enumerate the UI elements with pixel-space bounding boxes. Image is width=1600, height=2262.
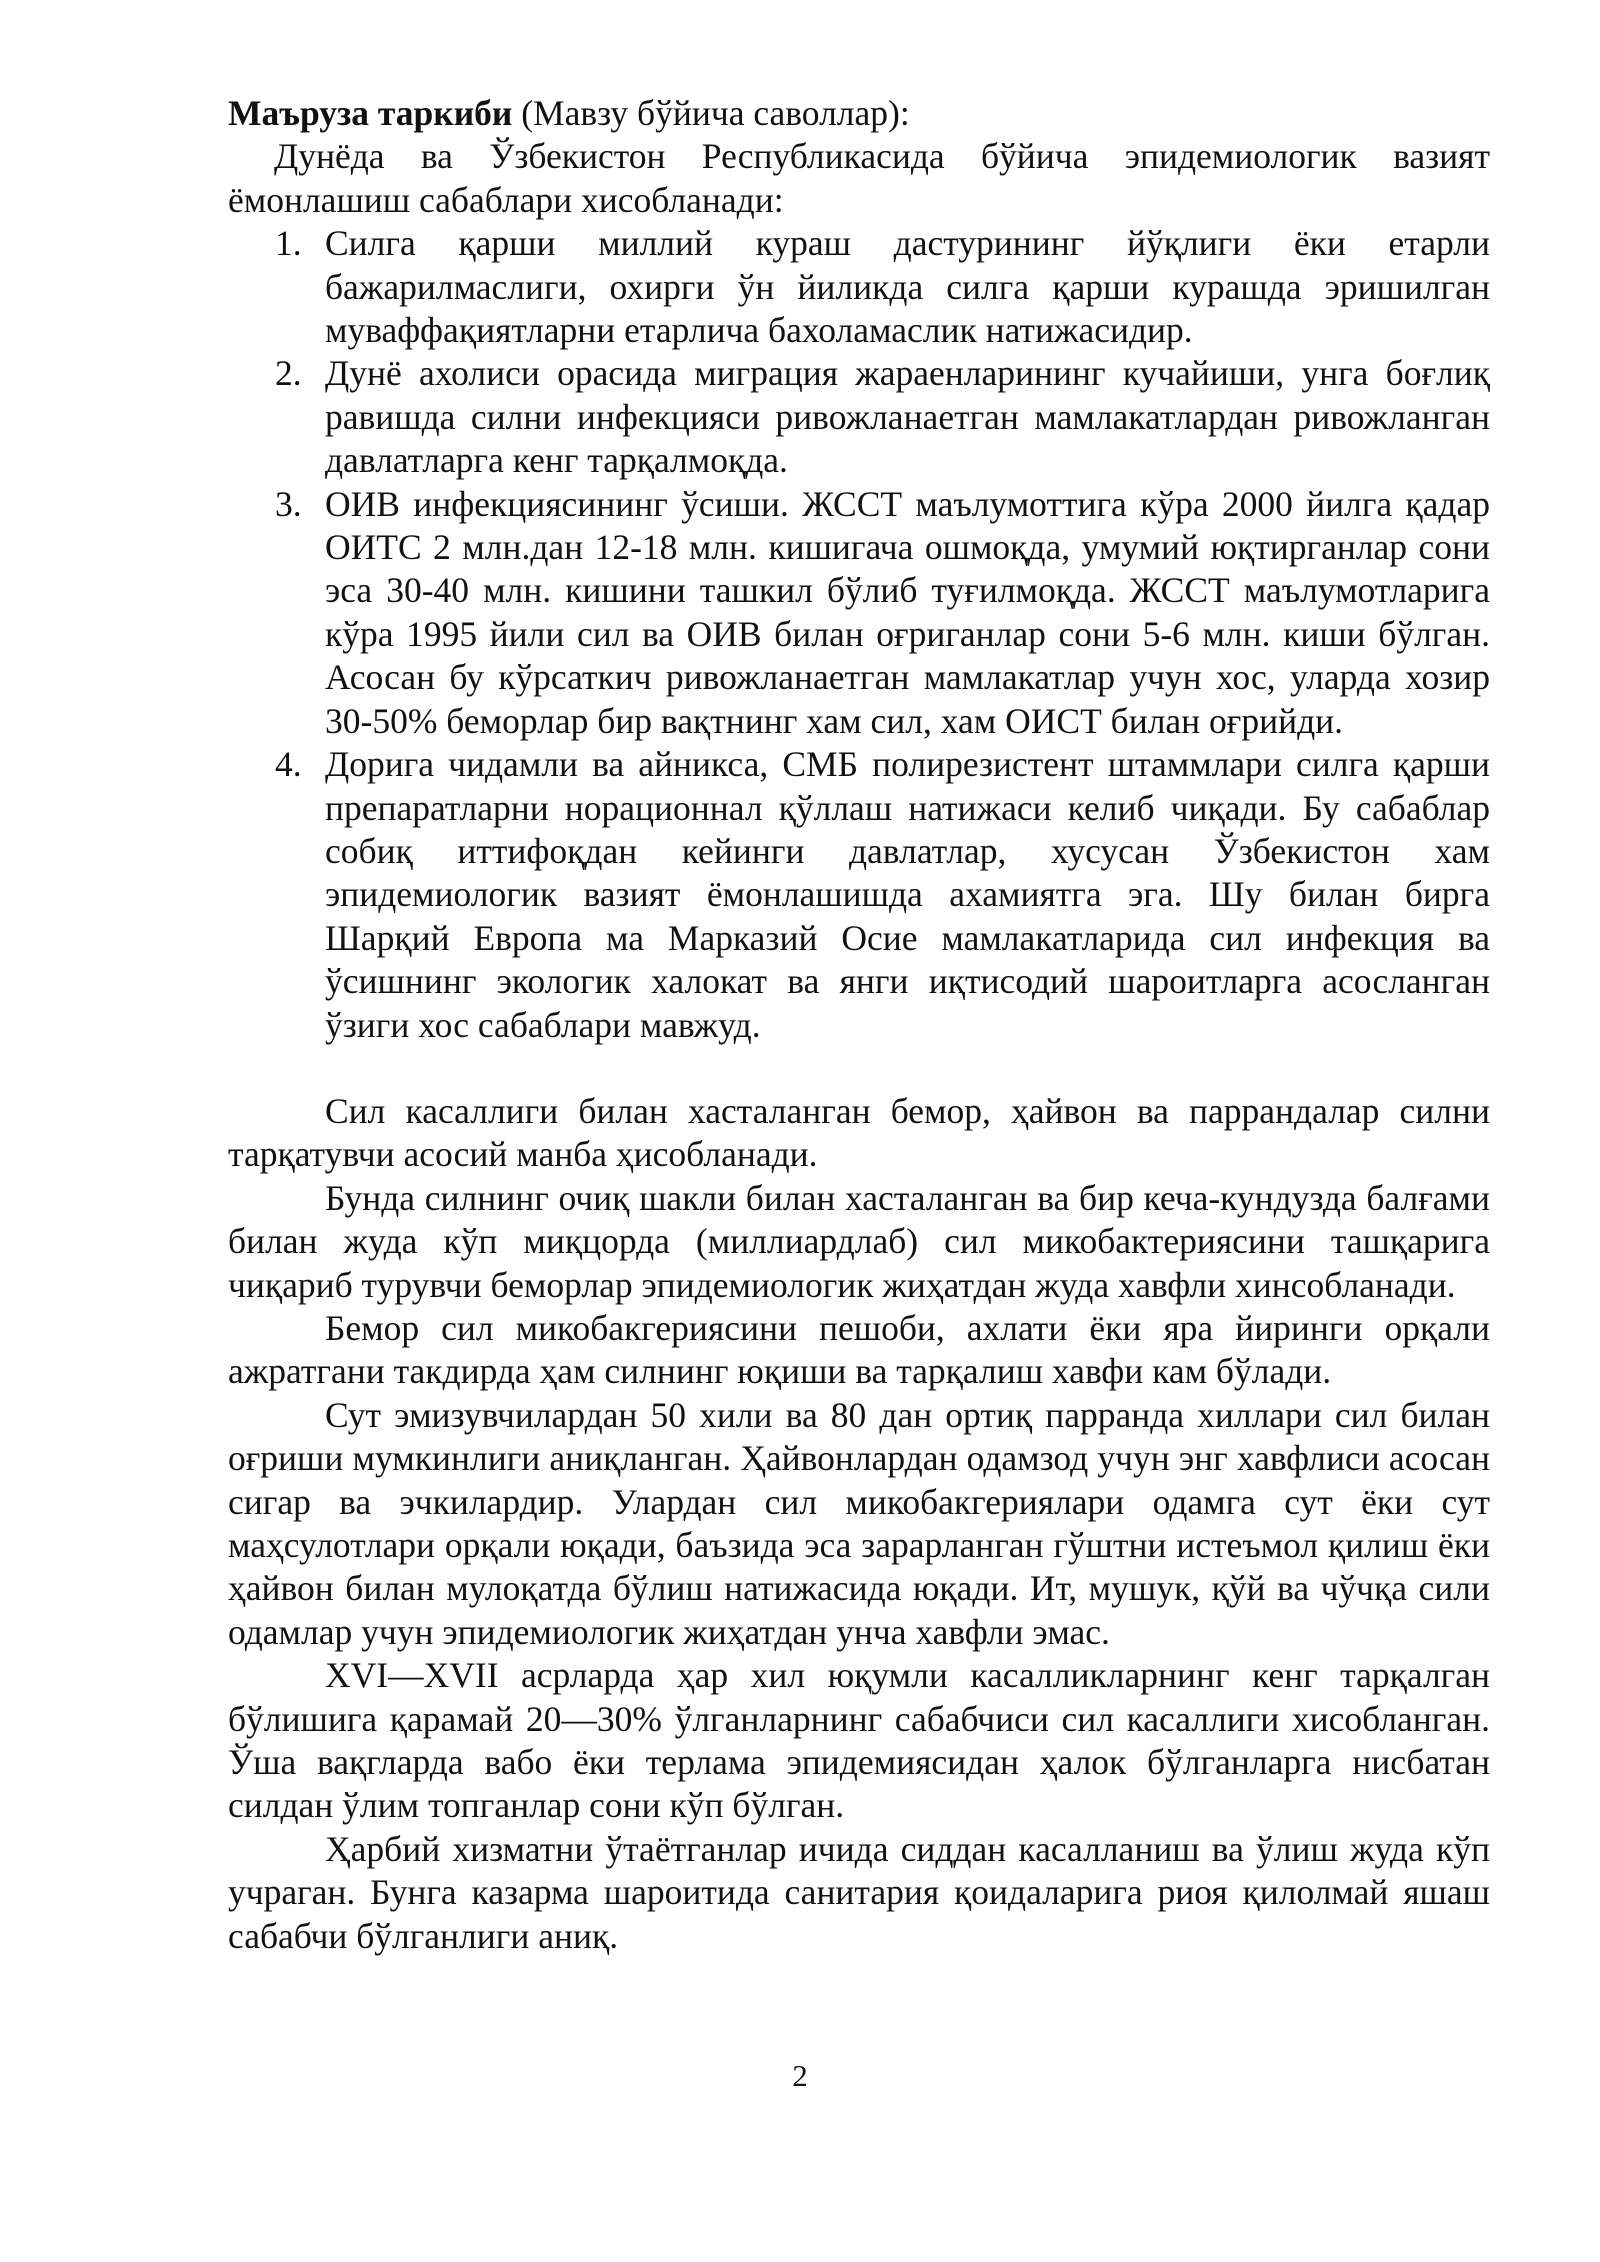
body-paragraph: Сут эмизувчилардан 50 хили ва 80 дан ортиқ парранда хиллари сил билан оғриши мумкинлиги аниқланган. Ҳайвонлардан одамзод учун энг хавфлиси асосан сигар ва эчкилардир. Улардан сил микобакгериялари одамга сут ёки сут маҳсулотлари орқали юқади, баъзида эса зарарланган гўштни истеъмол қилиш ёки ҳайвон билан мулоқатда бўлиш натижасида юқади. Ит, мушук, қўй ва чўчқа сили одамлар учун эпидемиологик жиҳатдан унча хавфли эмас. xyxy=(228,1394,1490,1652)
body-paragraph: Бемор сил микобакгериясини пешоби, ахлати ёки яра йиринги орқали ажратгани такдирда ҳам силнинг юқиши ва тарқалиш хавфи кам бўлади. xyxy=(228,1307,1490,1392)
list-item-number: 2. xyxy=(275,353,302,394)
lecture-title xyxy=(228,92,1490,135)
title-rest: (Мавзу бўйича саволлар): xyxy=(512,93,910,133)
blank-line xyxy=(228,1047,1490,1090)
list-item-number: 4. xyxy=(275,744,302,785)
body-paragraph: Бунда силнинг очиқ шакли билан хасталанган ва бир кеча-кундузда балғами билан жуда кўп миқцорда (миллиардлаб) сил микобактериясини ташқарига чиқариб турувчи беморлар эпидемиологик жиҳатдан жуда хавфли хинсобланади. xyxy=(228,1177,1490,1305)
page-number: 2 xyxy=(792,2058,808,2093)
list-item-text: Дунё ахолиси орасида миграция жараенларининг кучайиши, унга боғлиқ равишда силни инфекцияси ривожланаетган мамлакатлардан ривожланган давлатларга кенг тарқалмоқда. xyxy=(325,353,1490,481)
body-paragraph: XVI—XVII асрларда ҳар хил юқумли касалликларнинг кенг тарқалган бўлишига қарамай 20—30% ўлганларнинг сабабчиси сил касаллиги хисобланган. Ўша вақгларда вабо ёки терлама эпидемиясидан ҳалок бўлганларга нисбатан силдан ўлим топганлар сони кўп бўлган. xyxy=(228,1655,1490,1826)
list-item xyxy=(275,483,1490,743)
list-item-text: ОИВ инфекциясининг ўсиши. ЖССТ маълумоттига кўра 2000 йилга қадар ОИТС 2 млн.дан 12-18 млн. кишигача ошмоқда, умумий юқтирганлар сони эса 30-40 млн. кишини ташкил бўлиб туғилмоқда. ЖССТ маълумотларига кўра 1995 йили сил ва ОИВ билан оғриганлар сони 5-6 млн. киши бўлган. Асосан бу кўрсаткич ривожланаетган мамлакатлар учун хос, уларда хозир 30-50% беморлар бир вақтнинг хам сил, хам ОИСТ билан оғрийди. xyxy=(325,483,1490,741)
list-item-number: 1. xyxy=(275,223,302,264)
body-paragraph: Ҳарбий хизматни ўтаётганлар ичида сиддан касалланиш ва ўлиш жуда кўп учраган. Бунга казарма шароитида санитария қоидаларига риоя қилолмай яшаш сабабчи бўлганлиги аниқ. xyxy=(228,1828,1490,1956)
list-item xyxy=(275,743,1490,1047)
list-item-number: 3. xyxy=(275,483,302,524)
title-bold: Маъруза таркиби xyxy=(228,93,513,133)
list-item xyxy=(275,222,1490,352)
list-item xyxy=(275,352,1490,482)
body-paragraph: Сил касаллиги билан хасталанган бемор, ҳайвон ва паррандалар силни тарқатувчи асосий манба ҳисобланади. xyxy=(228,1090,1490,1175)
list-item-text: Силга қарши миллий кураш дастурининг йўқлиги ёки етарли бажарилмаслиги, охирги ўн йиликда силга қарши курашда эришилган муваффақиятларни етарлича бахоламаслик натижасидир. xyxy=(325,223,1490,351)
causes-list xyxy=(228,222,1490,1047)
list-item-text: Дорига чидамли ва айникса, СМБ полирезистент штаммлари силга қарши препаратларни норационнал қўллаш натижаси келиб чиқади. Бу сабаблар собиқ иттифоқдан кейинги давлатлар, хусусан Ўзбекистон хам эпидемиологик вазият ёмонлашишда ахамиятга эга. Шу билан бирга Шарқий Европа ма Марказий Осие мамлакатларида сил инфекция ва ўсишнинг экологик халокат ва янги иқтисодий шароитларга асосланган ўзиги хос сабаблари мавжуд. xyxy=(325,744,1490,1045)
intro-paragraph: Дунёда ва Ўзбекистон Республикасида бўйича эпидемиологик вазият ёмонлашиш сабаблари хисобланади: xyxy=(228,136,1490,220)
